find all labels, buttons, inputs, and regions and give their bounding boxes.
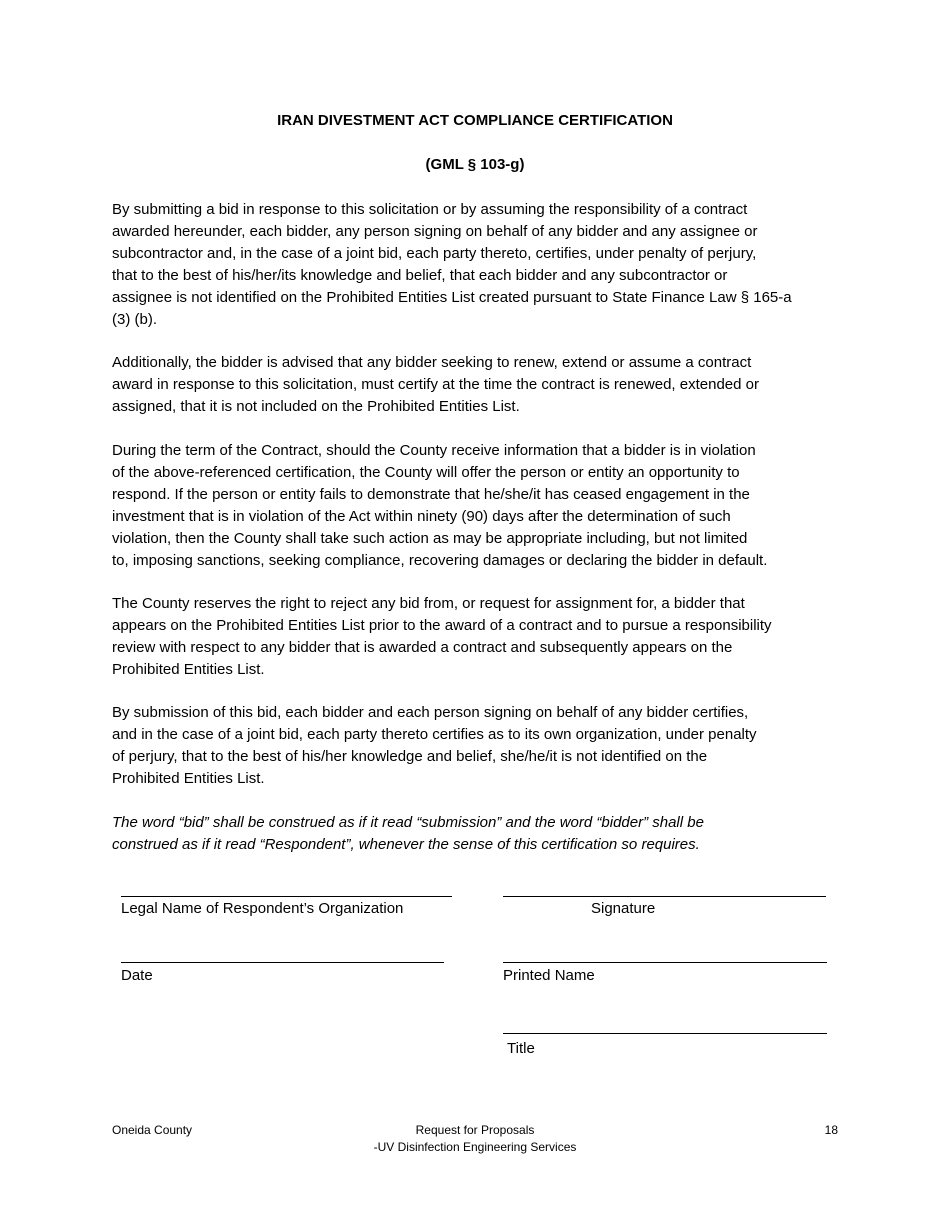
signature-label: Signature [591,900,656,917]
paragraph-line: award in response to this solicitation, must certify at the time the contract is renewed, extended or [112,376,759,393]
paragraph-line: Additionally, the bidder is advised that any bidder seeking to renew, extend or assume a contract [112,354,752,371]
paragraph-bid-certification [112,199,824,331]
paragraph-line: assignee is not identified on the Prohibited Entities List created pursuant to State Finance Law § 165-a [112,289,792,306]
paragraph-line: Prohibited Entities List. [112,661,265,678]
paragraph-line: review with respect to any bidder that is awarded a contract and subsequently appears on the [112,639,733,656]
paragraph-line: violation, then the County shall take such action as may be appropriate including, but not limited [112,530,748,547]
page-number: 18 [824,1123,838,1137]
paragraph-line: During the term of the Contract, should the County receive information that a bidder is in violation [112,442,756,459]
footer-document-title [0,1122,950,1156]
italic-note [112,812,824,856]
paragraph-line: appears on the Prohibited Entities List prior to the award of a contract and to pursue a responsibility [112,617,772,634]
paragraph-reject-rights [112,593,824,681]
paragraph-line: of perjury, that to the best of his/her knowledge and belief, she/he/it is not identified on the [112,748,708,765]
date-label: Date [121,967,153,984]
date-line[interactable] [121,962,444,963]
title-label: Title [507,1040,535,1057]
signature-line[interactable] [503,896,826,897]
paragraph-line: Prohibited Entities List. [112,770,265,787]
org-name-line[interactable] [121,896,452,897]
italic-note-line: The word “bid” shall be construed as if it read “submission” and the word “bidder” shall be [112,814,704,831]
paragraph-line: that to the best of his/her/its knowledge and belief, that each bidder and any subcontractor or [112,267,728,284]
paragraph-line: to, imposing sanctions, seeking compliance, recovering damages or declaring the bidder in default. [112,552,768,569]
document-title: IRAN DIVESTMENT ACT COMPLIANCE CERTIFICATION [277,112,673,129]
paragraph-renewal [112,352,824,418]
paragraph-line: and in the case of a joint bid, each party thereto certifies as to its own organization, under penalty [112,726,757,743]
paragraph-line: (3) (b). [112,311,157,328]
paragraph-line: of the above-referenced certification, the County will offer the person or entity an opportunity to [112,464,740,481]
paragraph-line: By submission of this bid, each bidder and each person signing on behalf of any bidder certifies, [112,704,749,721]
italic-note-line: construed as if it read “Respondent”, whenever the sense of this certification so requires. [112,836,700,853]
paragraph-line: The County reserves the right to reject any bid from, or request for assignment for, a bidder that [112,595,745,612]
paragraph-submission [112,702,824,790]
org-name-label: Legal Name of Respondent’s Organization [121,900,404,917]
paragraph-line: assigned, that it is not included on the Prohibited Entities List. [112,398,520,415]
paragraph-line: awarded hereunder, each bidder, any person signing on behalf of any bidder and any assignee or [112,223,758,240]
footer-title-line-1: Request for Proposals [415,1123,535,1137]
paragraph-line: By submitting a bid in response to this solicitation or by assuming the responsibility of a contract [112,201,748,218]
paragraph-line: investment that is in violation of the Act within ninety (90) days after the determination of such [112,508,731,525]
paragraph-line: subcontractor and, in the case of a joint bid, each party thereto, certifies, under penalty of perjury, [112,245,757,262]
title-line[interactable] [503,1033,827,1034]
printed-name-line[interactable] [503,962,827,963]
printed-name-label: Printed Name [503,967,595,984]
footer-organization: Oneida County [112,1123,193,1137]
paragraph-line: respond. If the person or entity fails to demonstrate that he/she/it has ceased engagement in the [112,486,750,503]
footer-title-line-2: -UV Disinfection Engineering Services [373,1140,577,1154]
paragraph-violation [112,440,824,572]
document-subtitle: (GML § 103-g) [425,156,525,173]
